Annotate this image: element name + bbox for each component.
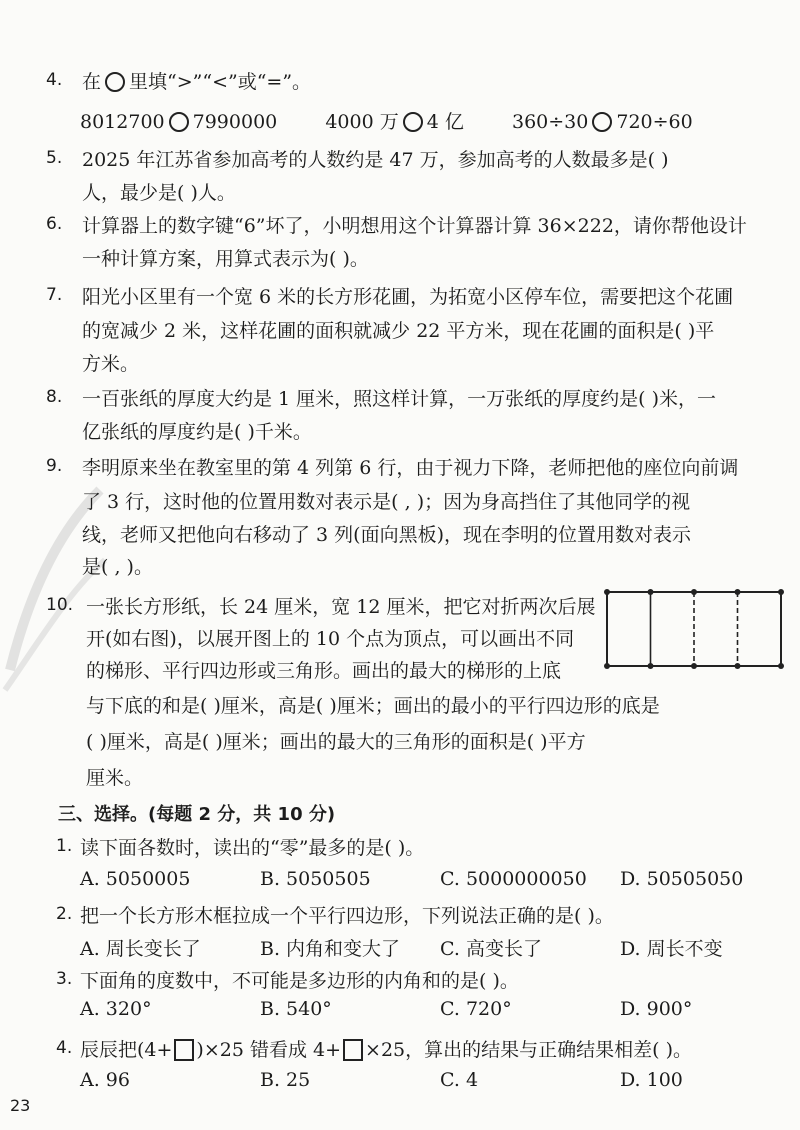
mc3-option-a[interactable]: A. 320° (80, 998, 152, 1020)
mc2-option-a[interactable]: A. 周长变长了 (80, 938, 201, 960)
compare-circle[interactable] (592, 112, 612, 132)
mc2-stem: 把一个长方形木框拉成一个平行四边形，下列说法正确的是( )。 (80, 905, 614, 927)
q5-number: 5. (46, 148, 63, 168)
compare-circle[interactable] (169, 112, 189, 132)
compare-circle[interactable] (105, 72, 125, 92)
mc3-stem: 下面角的度数中，不可能是多边形的内角和的是( )。 (80, 970, 519, 992)
mc1-number: 1. (56, 836, 73, 856)
mc2-option-b[interactable]: B. 内角和变大了 (260, 938, 401, 960)
mc2-number: 2. (56, 904, 73, 924)
q8-line1: 一百张纸的厚度大约是 1 厘米，照这样计算，一万张纸的厚度约是( )米，一 (82, 388, 717, 410)
q8-number: 8. (46, 387, 63, 407)
mc4-option-d[interactable]: D. 100 (620, 1069, 683, 1091)
mc2-option-d[interactable]: D. 周长不变 (620, 938, 723, 960)
blank-box[interactable] (174, 1039, 194, 1061)
mc4-option-b[interactable]: B. 25 (260, 1069, 311, 1091)
q10-line1: 一张长方形纸，长 24 厘米，宽 12 厘米，把它对折两次后展 (86, 596, 596, 618)
q4-items: 8012700 7990000 4000 万 4 亿 360÷30 720÷60 (80, 111, 693, 133)
q10-line5: ( )厘米，高是( )厘米；画出的最大的三角形的面积是( )平方 (86, 731, 586, 753)
q6-line2: 一种计算方案，用算式表示为( )。 (82, 248, 369, 270)
q10-number: 10. (46, 595, 74, 615)
q9-number: 9. (46, 456, 63, 476)
q7-line3: 方米。 (82, 353, 140, 375)
q6-number: 6. (46, 214, 63, 234)
q10-line2: 开(如右图)，以展开图上的 10 个点为顶点，可以画出不同 (86, 628, 575, 650)
mc4-stem: 辰辰把(4+ )×25 错看成 4+ ×25，算出的结果与正确结果相差( )。 (80, 1039, 692, 1061)
mc1-option-d[interactable]: D. 50505050 (620, 868, 744, 890)
mc1-option-a[interactable]: A. 5050005 (80, 868, 191, 890)
mc3-option-c[interactable]: C. 720° (440, 998, 512, 1020)
page-number: 23 (10, 1096, 31, 1115)
mc4-option-c[interactable]: C. 4 (440, 1069, 479, 1091)
mc1-option-c[interactable]: C. 5000000050 (440, 868, 587, 890)
q4-stem: 在 里填“>”“<”或“=”。 (82, 71, 312, 93)
compare-circle[interactable] (403, 112, 423, 132)
mc4-number: 4. (56, 1038, 73, 1058)
mc4-option-a[interactable]: A. 96 (80, 1069, 130, 1091)
q7-line1: 阳光小区里有一个宽 6 米的长方形花圃，为拓宽小区停车位，需要把这个花圃 (82, 286, 734, 308)
section-title: 三、选择。(每题 2 分，共 10 分) (58, 804, 336, 825)
mc1-option-b[interactable]: B. 5050505 (260, 868, 371, 890)
q6-line1: 计算器上的数字键“6”坏了，小明想用这个计算器计算 36×222，请你帮他设计 (82, 215, 747, 237)
folded-paper-figure (604, 589, 784, 669)
q10-line3: 的梯形、平行四边形或三角形。画出的最大的梯形的上底 (86, 660, 562, 682)
q7-line2: 的宽减少 2 米，这样花圃的面积就减少 22 平方米，现在花圃的面积是( )平 (82, 320, 715, 342)
q8-line2: 亿张纸的厚度约是( )千米。 (82, 421, 312, 443)
q7-number: 7. (46, 285, 63, 305)
q9-line2: 了 3 行，这时他的位置用数对表示是( , )；因为身高挡住了其他同学的视 (82, 491, 691, 513)
mc1-stem: 读下面各数时，读出的“零”最多的是( )。 (80, 837, 425, 859)
q9-line1: 李明原来坐在教室里的第 4 列第 6 行，由于视力下降，老师把他的座位向前调 (82, 457, 739, 479)
mc3-option-b[interactable]: B. 540° (260, 998, 332, 1020)
q10-line4: 与下底的和是( )厘米，高是( )厘米；画出的最小的平行四边形的底是 (86, 695, 660, 717)
q9-line3: 线，老师又把他向右移动了 3 列(面向黑板)，现在李明的位置用数对表示 (82, 524, 691, 546)
mc2-option-c[interactable]: C. 高变长了 (440, 938, 542, 960)
q5-line1: 2025 年江苏省参加高考的人数约是 47 万，参加高考的人数最多是( ) (82, 149, 669, 171)
q10-line6: 厘米。 (86, 767, 144, 789)
q5-line2: 人，最少是( )人。 (82, 182, 236, 204)
blank-box[interactable] (343, 1039, 363, 1061)
mc3-option-d[interactable]: D. 900° (620, 998, 693, 1020)
mc3-number: 3. (56, 969, 73, 989)
q4-number: 4. (46, 70, 63, 90)
q9-line4: 是( , )。 (82, 556, 153, 578)
